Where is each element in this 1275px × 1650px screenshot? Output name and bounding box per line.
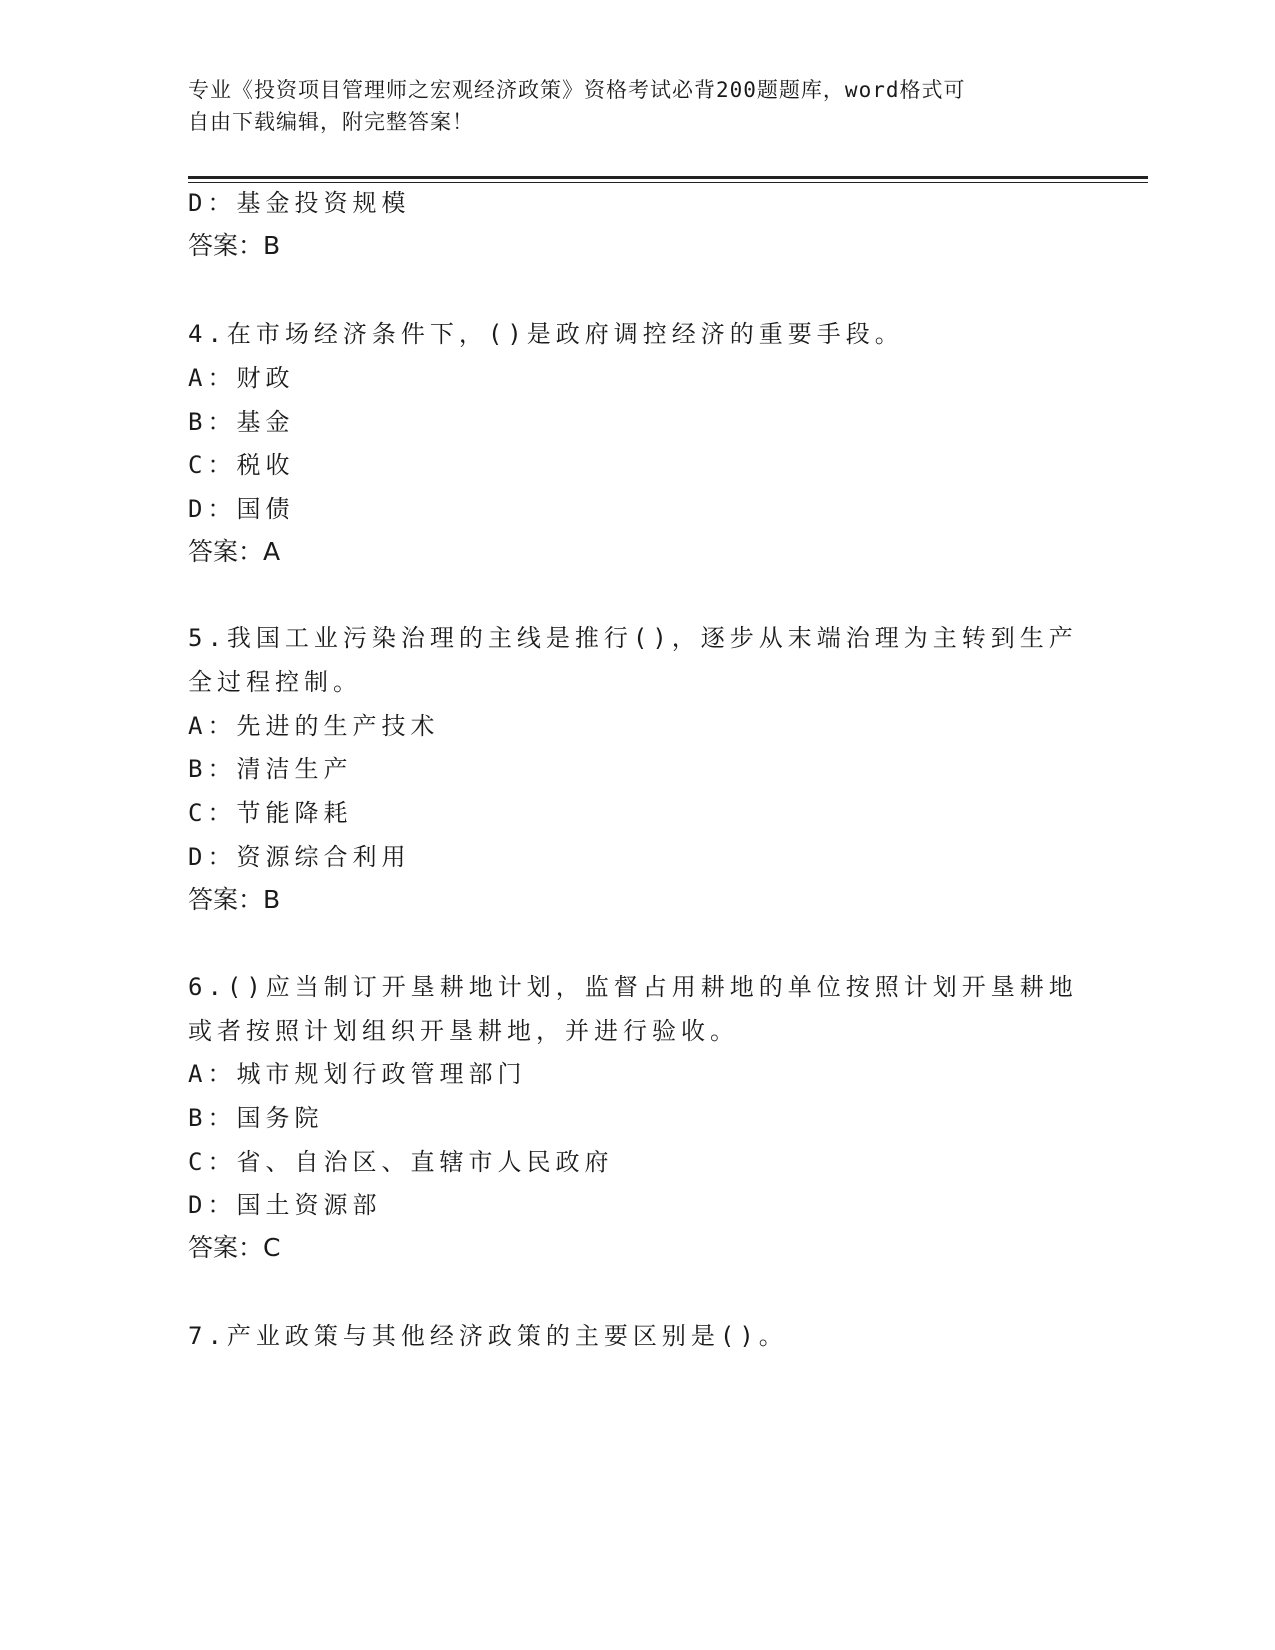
document-header (188, 74, 1068, 138)
header-divider-thin (188, 182, 1148, 183)
q5-option-a: A：先进的生产技术 (188, 712, 440, 740)
q4-stem: 4.在市场经济条件下，()是政府调控经济的重要手段。 (188, 320, 904, 348)
q6-stem-line-1: 6.()应当制订开垦耕地计划，监督占用耕地的单位按照计划开垦耕地 (188, 973, 1078, 1001)
q3-option-d: D：基金投资规模 (188, 189, 411, 217)
header-divider-thick (188, 176, 1148, 179)
q3-answer: 答案：B (188, 231, 281, 260)
q4-option-d: D：国债 (188, 495, 295, 523)
q5-option-d: D：资源综合利用 (188, 843, 411, 871)
q6-stem-line-2: 或者按照计划组织开垦耕地，并进行验收。 (188, 1017, 739, 1045)
q4-option-b: B：基金 (188, 408, 295, 436)
q5-option-b: B：清洁生产 (188, 755, 353, 783)
q7-stem: 7.产业政策与其他经济政策的主要区别是()。 (188, 1322, 788, 1350)
header-line-1: 专业《投资项目管理师之宏观经济政策》资格考试必背200题题库，word格式可 (188, 78, 966, 102)
q4-option-c: C：税收 (188, 451, 295, 479)
q6-option-c: C：省、自治区、直辖市人民政府 (188, 1148, 614, 1176)
q6-option-a: A：城市规划行政管理部门 (188, 1060, 527, 1088)
q5-answer: 答案：B (188, 885, 281, 914)
q4-option-a: A：财政 (188, 364, 295, 392)
q5-stem-line-1: 5.我国工业污染治理的主线是推行()，逐步从末端治理为主转到生产 (188, 624, 1078, 652)
q5-option-c: C：节能降耗 (188, 799, 353, 827)
q5-stem-line-2: 全过程控制。 (188, 668, 362, 696)
q4-answer: 答案：A (188, 537, 281, 566)
q6-option-d: D：国土资源部 (188, 1191, 382, 1219)
header-line-2: 自由下载编辑，附完整答案！ (188, 110, 474, 134)
q6-option-b: B：国务院 (188, 1104, 324, 1132)
q6-answer: 答案：C (188, 1233, 281, 1262)
